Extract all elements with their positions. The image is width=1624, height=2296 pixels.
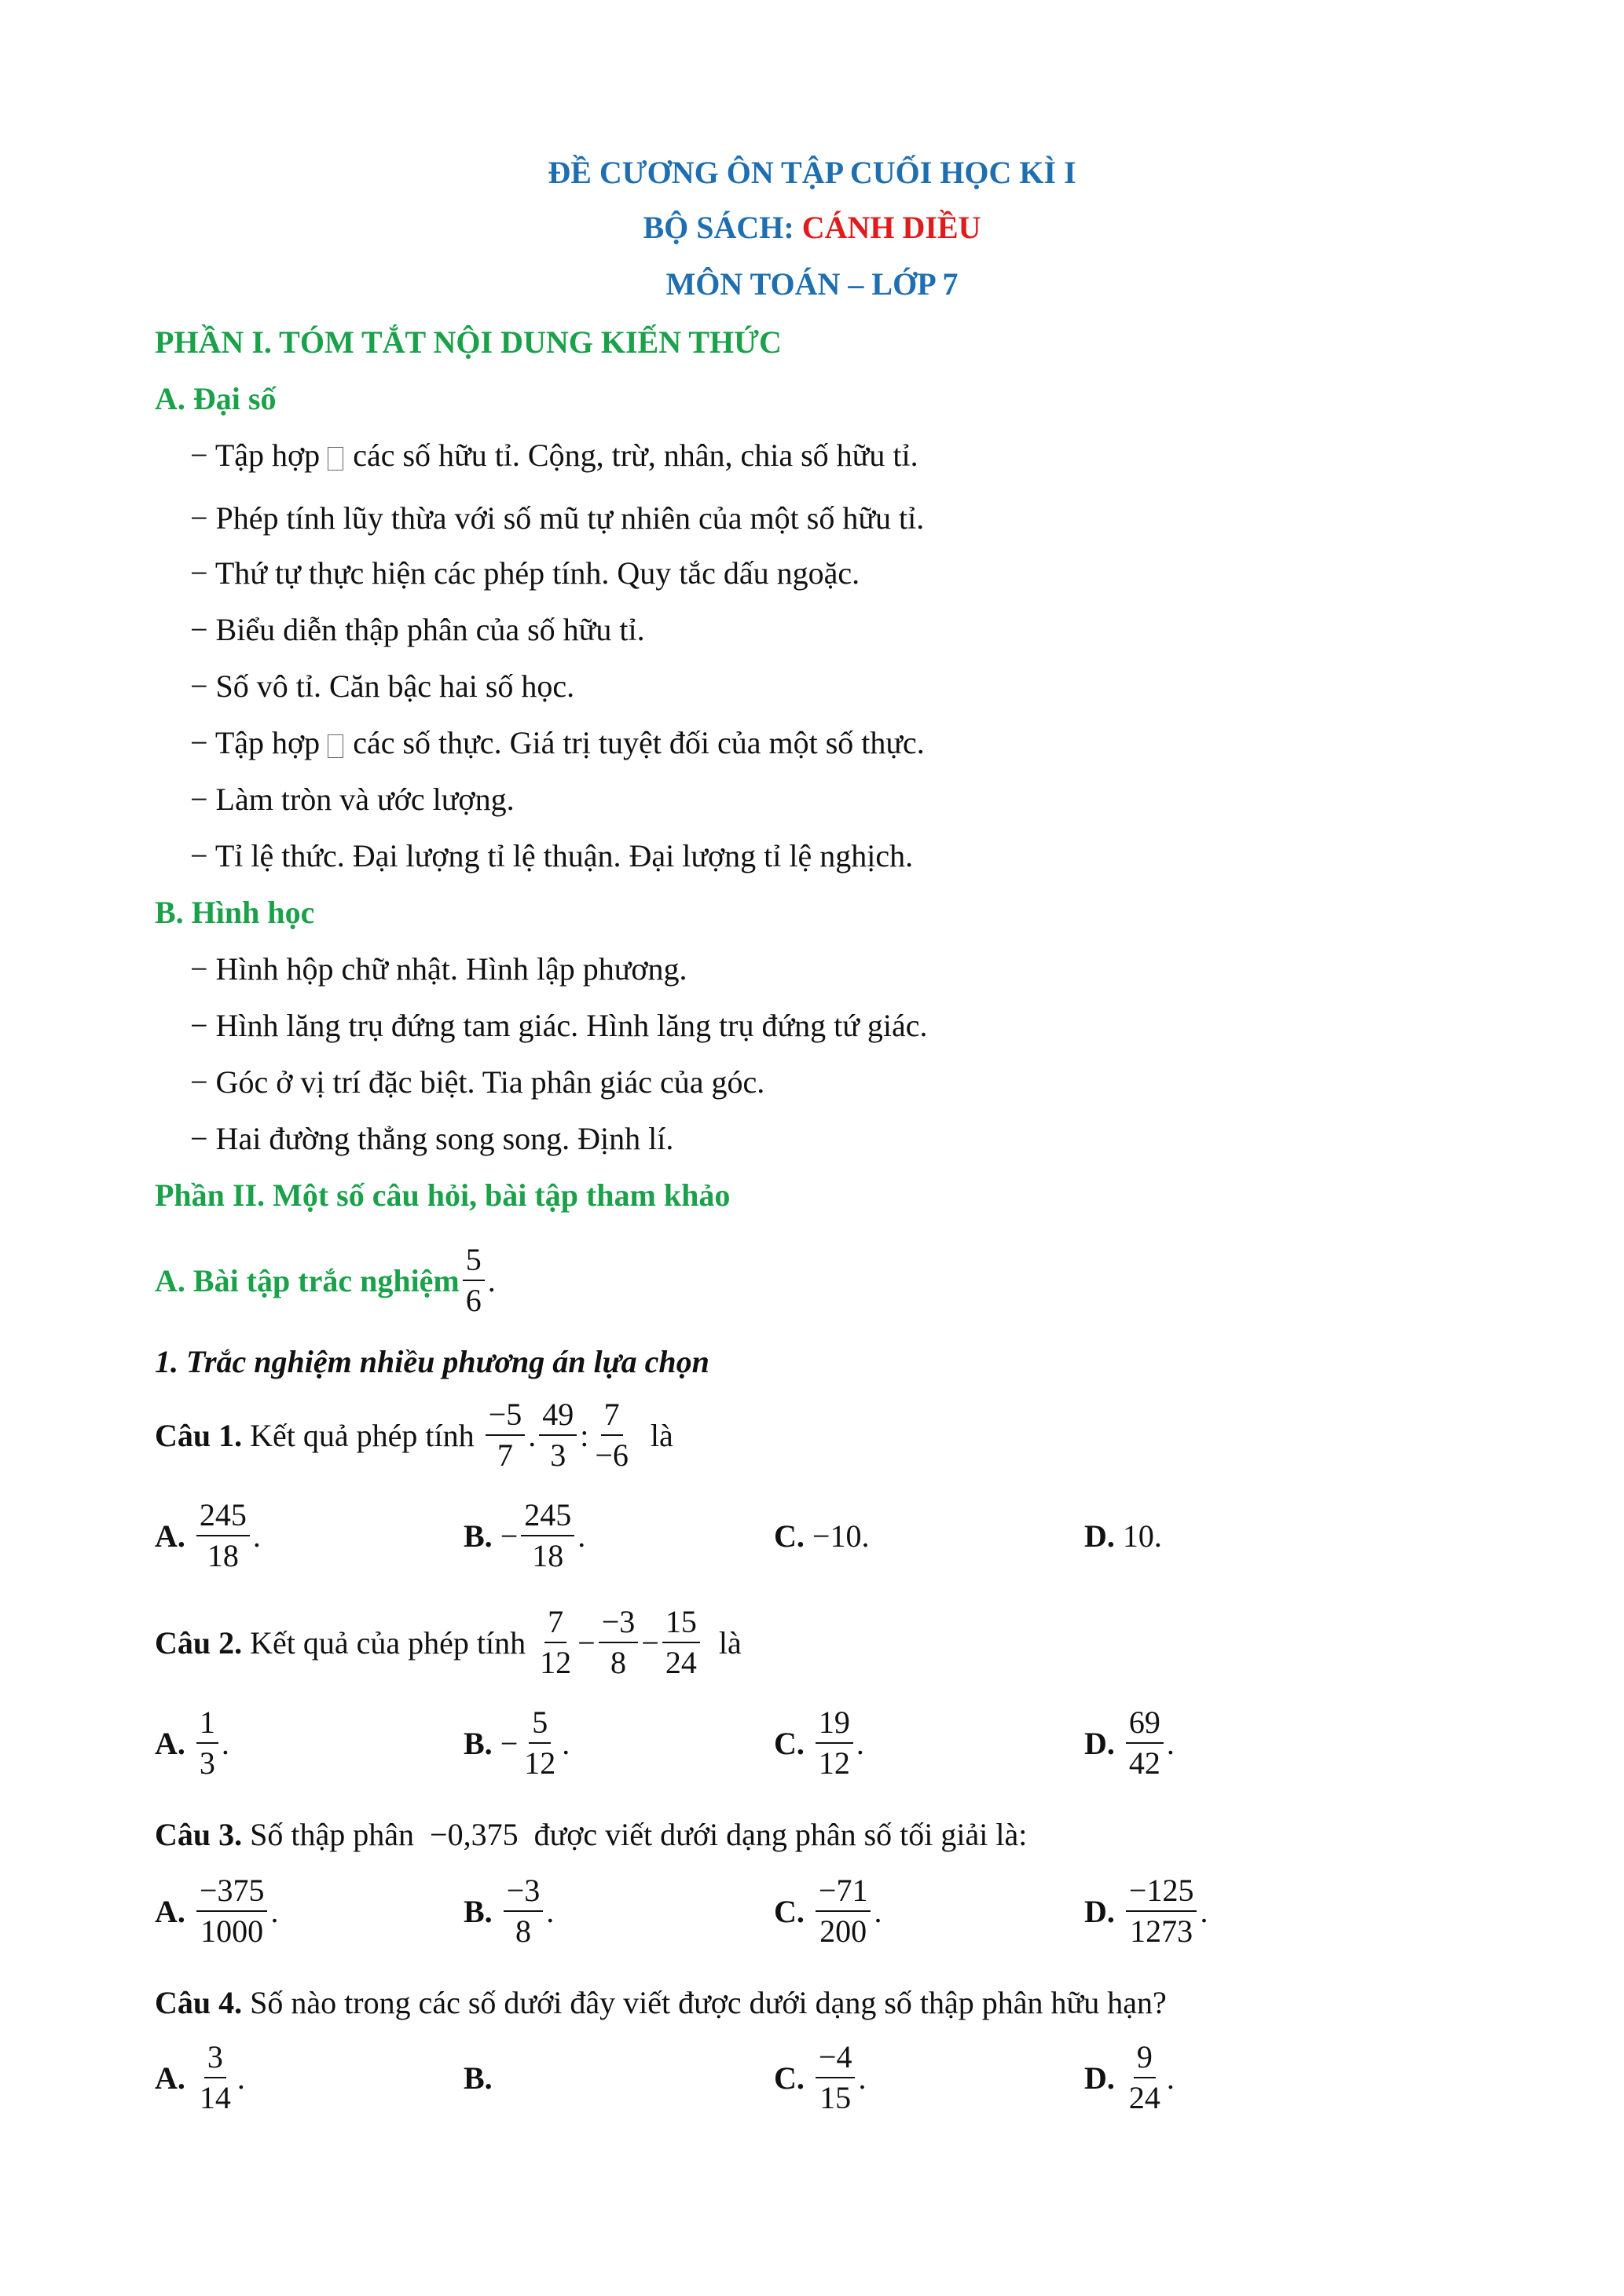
algebra-item-1-after: các số hữu tỉ. Cộng, trừ, nhân, chia số hữu tỉ. bbox=[353, 438, 918, 473]
option-a[interactable]: A. $\frac{1}{3}$ . bbox=[155, 1705, 229, 1781]
doc-title-line3: MÔN TOÁN – LỚP 7 bbox=[665, 266, 959, 302]
fraction: $\frac{7}{-6}$ bbox=[595, 1397, 629, 1473]
question-label: Câu 3. bbox=[155, 1816, 243, 1852]
missing-glyph-box bbox=[328, 734, 343, 758]
geometry-item-2: − Hình lăng trụ đứng tam giác. Hình lăng trụ đứng tứ giác. bbox=[190, 1008, 928, 1043]
option-a[interactable]: A. $\frac{-375}{1000}$ . bbox=[155, 1873, 279, 1949]
multiple-choice-subheading: 1. Trắc nghiệm nhiều phương án lựa chọn bbox=[155, 1344, 709, 1379]
question-text: Kết quả của phép tính bbox=[250, 1624, 526, 1661]
part2-sectionA-heading: A. Bài tập trắc nghiệm $\frac{5}{6}$ . bbox=[155, 1242, 496, 1318]
question-text: Kết quả phép tính bbox=[250, 1417, 475, 1453]
geometry-item-1: − Hình hộp chữ nhật. Hình lập phương. bbox=[190, 951, 687, 987]
geometry-item-3: − Góc ở vị trí đặc biệt. Tia phân giác của góc. bbox=[190, 1064, 765, 1100]
doc-title-line2 bbox=[0, 209, 1624, 246]
geometry-item-4: − Hai đường thẳng song song. Định lí. bbox=[190, 1121, 674, 1156]
algebra-item-8: − Tỉ lệ thức. Đại lượng tỉ lệ thuận. Đại lượng tỉ lệ nghịch. bbox=[190, 838, 914, 873]
option-d[interactable]: D. $\frac{-125}{1273}$ . bbox=[1084, 1873, 1208, 1949]
question-3 bbox=[155, 1799, 1027, 1869]
question-1: Câu 1. Kết quả phép tính $\frac{-5}{7}$ . $\frac{49}{3}$ : $\frac{7}{-6}$ là bbox=[155, 1397, 673, 1473]
option-d[interactable]: D. $\frac{9}{24}$ . bbox=[1084, 2039, 1175, 2115]
algebra-item-3: − Thứ tự thực hiện các phép tính. Quy tắc dấu ngoặc. bbox=[190, 555, 860, 591]
option-b[interactable]: B. − $\frac{245}{18}$ . bbox=[464, 1497, 586, 1573]
part2-sectionA-text: A. Bài tập trắc nghiệm bbox=[155, 1262, 460, 1298]
algebra-item-1 bbox=[190, 437, 918, 474]
algebra-item-6-before: − Tập hợp bbox=[190, 725, 321, 760]
option-a[interactable]: A. $\frac{3}{14}$ . bbox=[155, 2039, 245, 2115]
question-4-options bbox=[0, 2034, 1624, 2121]
doc-title-prefix: BỘ SÁCH: bbox=[643, 210, 802, 245]
question-4 bbox=[155, 1967, 1167, 2038]
option-c[interactable]: C. $\frac{19}{12}$ . bbox=[774, 1705, 864, 1781]
question-label: Câu 4. bbox=[155, 1984, 243, 2020]
question-1-options bbox=[0, 1492, 1624, 1579]
option-c[interactable]: C. −10. bbox=[774, 1518, 870, 1554]
option-c[interactable]: C. $\frac{-71}{200}$ . bbox=[774, 1873, 882, 1949]
question-2: Câu 2. Kết quả của phép tính $\frac{7}{12}$ − $\frac{-3}{8}$ − $\frac{15}{24}$ là bbox=[155, 1604, 742, 1680]
algebra-item-7: − Làm tròn và ước lượng. bbox=[190, 782, 515, 817]
question-text: Số nào trong các số dưới đây viết được dưới dạng số thập phân hữu hạn? bbox=[250, 1984, 1167, 2020]
option-b[interactable]: B. − $\frac{5}{12}$ . bbox=[464, 1705, 570, 1781]
algebra-item-6 bbox=[190, 724, 925, 761]
algebra-item-6-after: các số thực. Giá trị tuyệt đối của một số thực. bbox=[353, 725, 925, 760]
fraction: $\frac{49}{3}$ bbox=[539, 1397, 577, 1474]
question-2-options bbox=[0, 1700, 1624, 1786]
fraction: $\frac{7}{12}$ bbox=[540, 1604, 572, 1680]
fraction: $\frac{-3}{8}$ bbox=[599, 1604, 639, 1681]
book-series-name: CÁNH DIỀU bbox=[801, 210, 981, 245]
option-b[interactable]: B. $\frac{-3}{8}$ . bbox=[464, 1873, 555, 1949]
algebra-item-5: − Số vô tỉ. Căn bậc hai số học. bbox=[190, 668, 575, 704]
algebra-item-4: − Biểu diễn thập phân của số hữu tỉ. bbox=[190, 612, 645, 647]
part2-heading: Phần II. Một số câu hỏi, bài tập tham khảo bbox=[155, 1177, 731, 1213]
option-d[interactable]: D. $\frac{69}{42}$ . bbox=[1084, 1705, 1175, 1781]
sectionB-heading: B. Hình học bbox=[155, 895, 315, 930]
missing-glyph-box bbox=[328, 447, 343, 471]
fraction: $\frac{5}{6}$ bbox=[463, 1242, 485, 1319]
fraction: $\frac{-5}{7}$ bbox=[486, 1397, 526, 1474]
fraction: $\frac{15}{24}$ bbox=[662, 1604, 700, 1681]
algebra-item-2: − Phép tính lũy thừa với số mũ tự nhiên của một số hữu tỉ. bbox=[190, 500, 925, 536]
algebra-item-1-before: − Tập hợp bbox=[190, 438, 321, 473]
option-a[interactable]: A. $\frac{245}{18}$ . bbox=[155, 1497, 261, 1573]
question-text: Số thập phân −0,375 được viết dưới dạng phân số tối giải là: bbox=[250, 1816, 1028, 1852]
sectionA-heading: A. Đại số bbox=[155, 381, 277, 416]
part1-heading: PHẦN I. TÓM TẮT NỘI DUNG KIẾN THỨC bbox=[155, 324, 782, 360]
option-d[interactable]: D. 10. bbox=[1084, 1518, 1162, 1554]
question-3-options bbox=[0, 1868, 1624, 1954]
doc-title-line1: ĐỀ CƯƠNG ÔN TẬP CUỐI HỌC KÌ I bbox=[548, 155, 1076, 190]
question-label: Câu 2. bbox=[155, 1624, 243, 1661]
option-c[interactable]: C. $\frac{-4}{15}$ . bbox=[774, 2039, 867, 2115]
question-label: Câu 1. bbox=[155, 1417, 243, 1453]
option-b[interactable]: B. bbox=[464, 2060, 493, 2096]
